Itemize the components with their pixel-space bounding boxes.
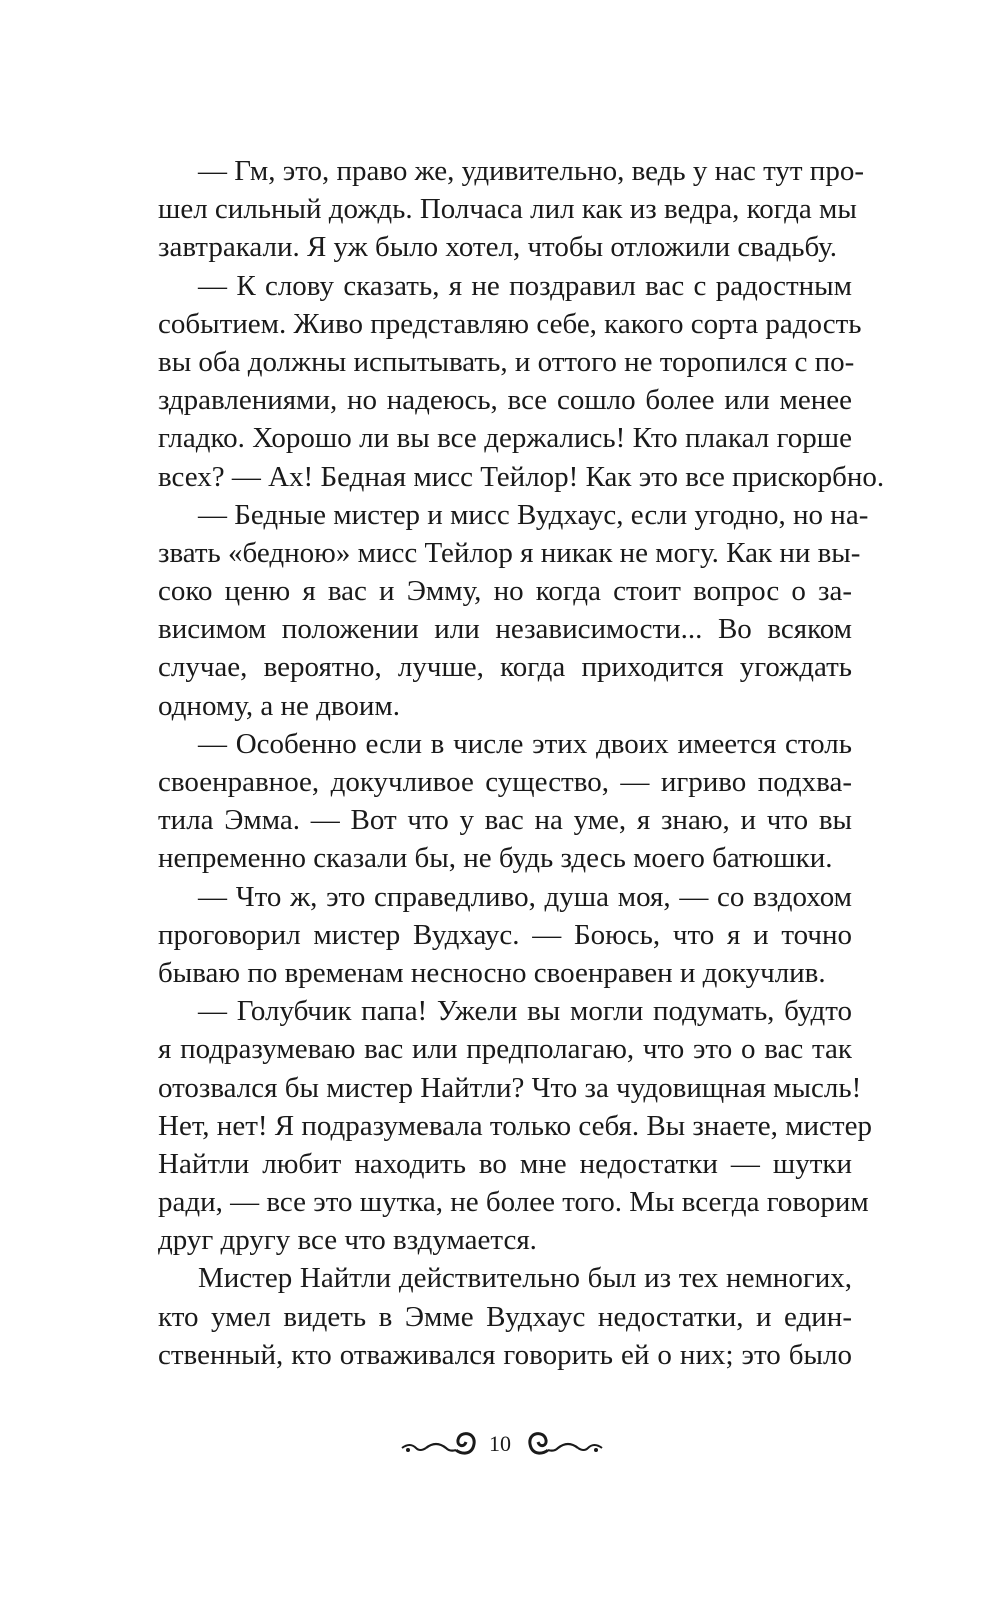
text-line: своенравное, докучливое существо, — игриво подхва- bbox=[158, 766, 852, 798]
text-line: соко ценю я вас и Эмму, но когда стоит вопрос о за- bbox=[158, 575, 852, 608]
text-line: друг другу все что вздумается. bbox=[158, 1224, 537, 1257]
text-line: — Бедные мистер и мисс Вудхаус, если угодно, но на- bbox=[198, 498, 869, 531]
text-line: ради, — все это шутка, не более того. Мы всегда говорим bbox=[158, 1186, 869, 1219]
text-line: здравлениями, но надеюсь, все сошло более или менее bbox=[158, 384, 852, 417]
text-line: звать «бедною» мисс Тейлор я никак не могу. Как ни вы- bbox=[158, 536, 861, 569]
text-line: завтракали. Я уж было хотел, чтобы отложили свадьбу. bbox=[158, 231, 837, 264]
text-line: шел сильный дождь. Полчаса лил как из ведра, когда мы bbox=[158, 193, 857, 226]
text-line: непременно сказали бы, не будь здесь моего батюшки. bbox=[158, 842, 833, 875]
text-line: событием. Живо представляю себе, какого сорта радость bbox=[158, 307, 862, 340]
text-line: одному, а не двоим. bbox=[158, 689, 400, 722]
text-line: — Голубчик папа! Ужели вы могли подумать, будто bbox=[198, 995, 852, 1028]
text-line: всех? — Ах! Бедная мисс Тейлор! Как это все прискорбно. bbox=[158, 460, 885, 493]
flourish-right-icon bbox=[528, 1426, 604, 1471]
text-line: — Что ж, это справедливо, душа моя, — со вздохом bbox=[198, 880, 852, 913]
body-text bbox=[158, 152, 885, 1374]
text-line: случае, вероятно, лучше, когда приходится угождать bbox=[158, 651, 852, 684]
text-line: ственный, кто отваживался говорить ей о них; это было bbox=[158, 1338, 852, 1371]
text-line: проговорил мистер Вудхаус. — Боюсь, что я и точно bbox=[158, 918, 852, 951]
text-line: вы оба должны испытывать, и оттого не торопился с по- bbox=[158, 345, 855, 378]
text-line: отозвался бы мистер Найтли? Что за чудовищная мысль! bbox=[158, 1071, 862, 1104]
text-line: Мистер Найтли действительно был из тех немногих, bbox=[198, 1262, 852, 1295]
text-line: — Особенно если в числе этих двоих имеется столь bbox=[198, 727, 852, 760]
text-line: бываю по временам несносно своенравен и докучлив. bbox=[158, 956, 826, 989]
text-line: Найтли любит находить во мне недостатки — шутки bbox=[158, 1147, 852, 1180]
text-line: висимом положении или независимости... Во всяком bbox=[158, 613, 852, 646]
text-line: я подразумеваю вас или предполагаю, что это о вас так bbox=[158, 1033, 852, 1066]
text-line: Нет, нет! Я подразумевала только себя. Вы знаете, мистер bbox=[158, 1109, 872, 1142]
text-line: кто умел видеть в Эмме Вудхаус недостатки, и един- bbox=[158, 1300, 852, 1333]
text-line: гладко. Хорошо ли вы все держались! Кто плакал горше bbox=[158, 422, 852, 455]
text-line: тила Эмма. — Вот что у вас на уме, я знаю, и что вы bbox=[158, 804, 852, 837]
text-line: — К слову сказать, я не поздравил вас с радостным bbox=[198, 269, 852, 302]
page-number: 10 bbox=[489, 1431, 511, 1456]
text-line: — Гм, это, право же, удивительно, ведь у нас тут про- bbox=[198, 155, 864, 187]
page-footer bbox=[0, 1426, 1000, 1466]
flourish-left-icon bbox=[400, 1426, 476, 1471]
